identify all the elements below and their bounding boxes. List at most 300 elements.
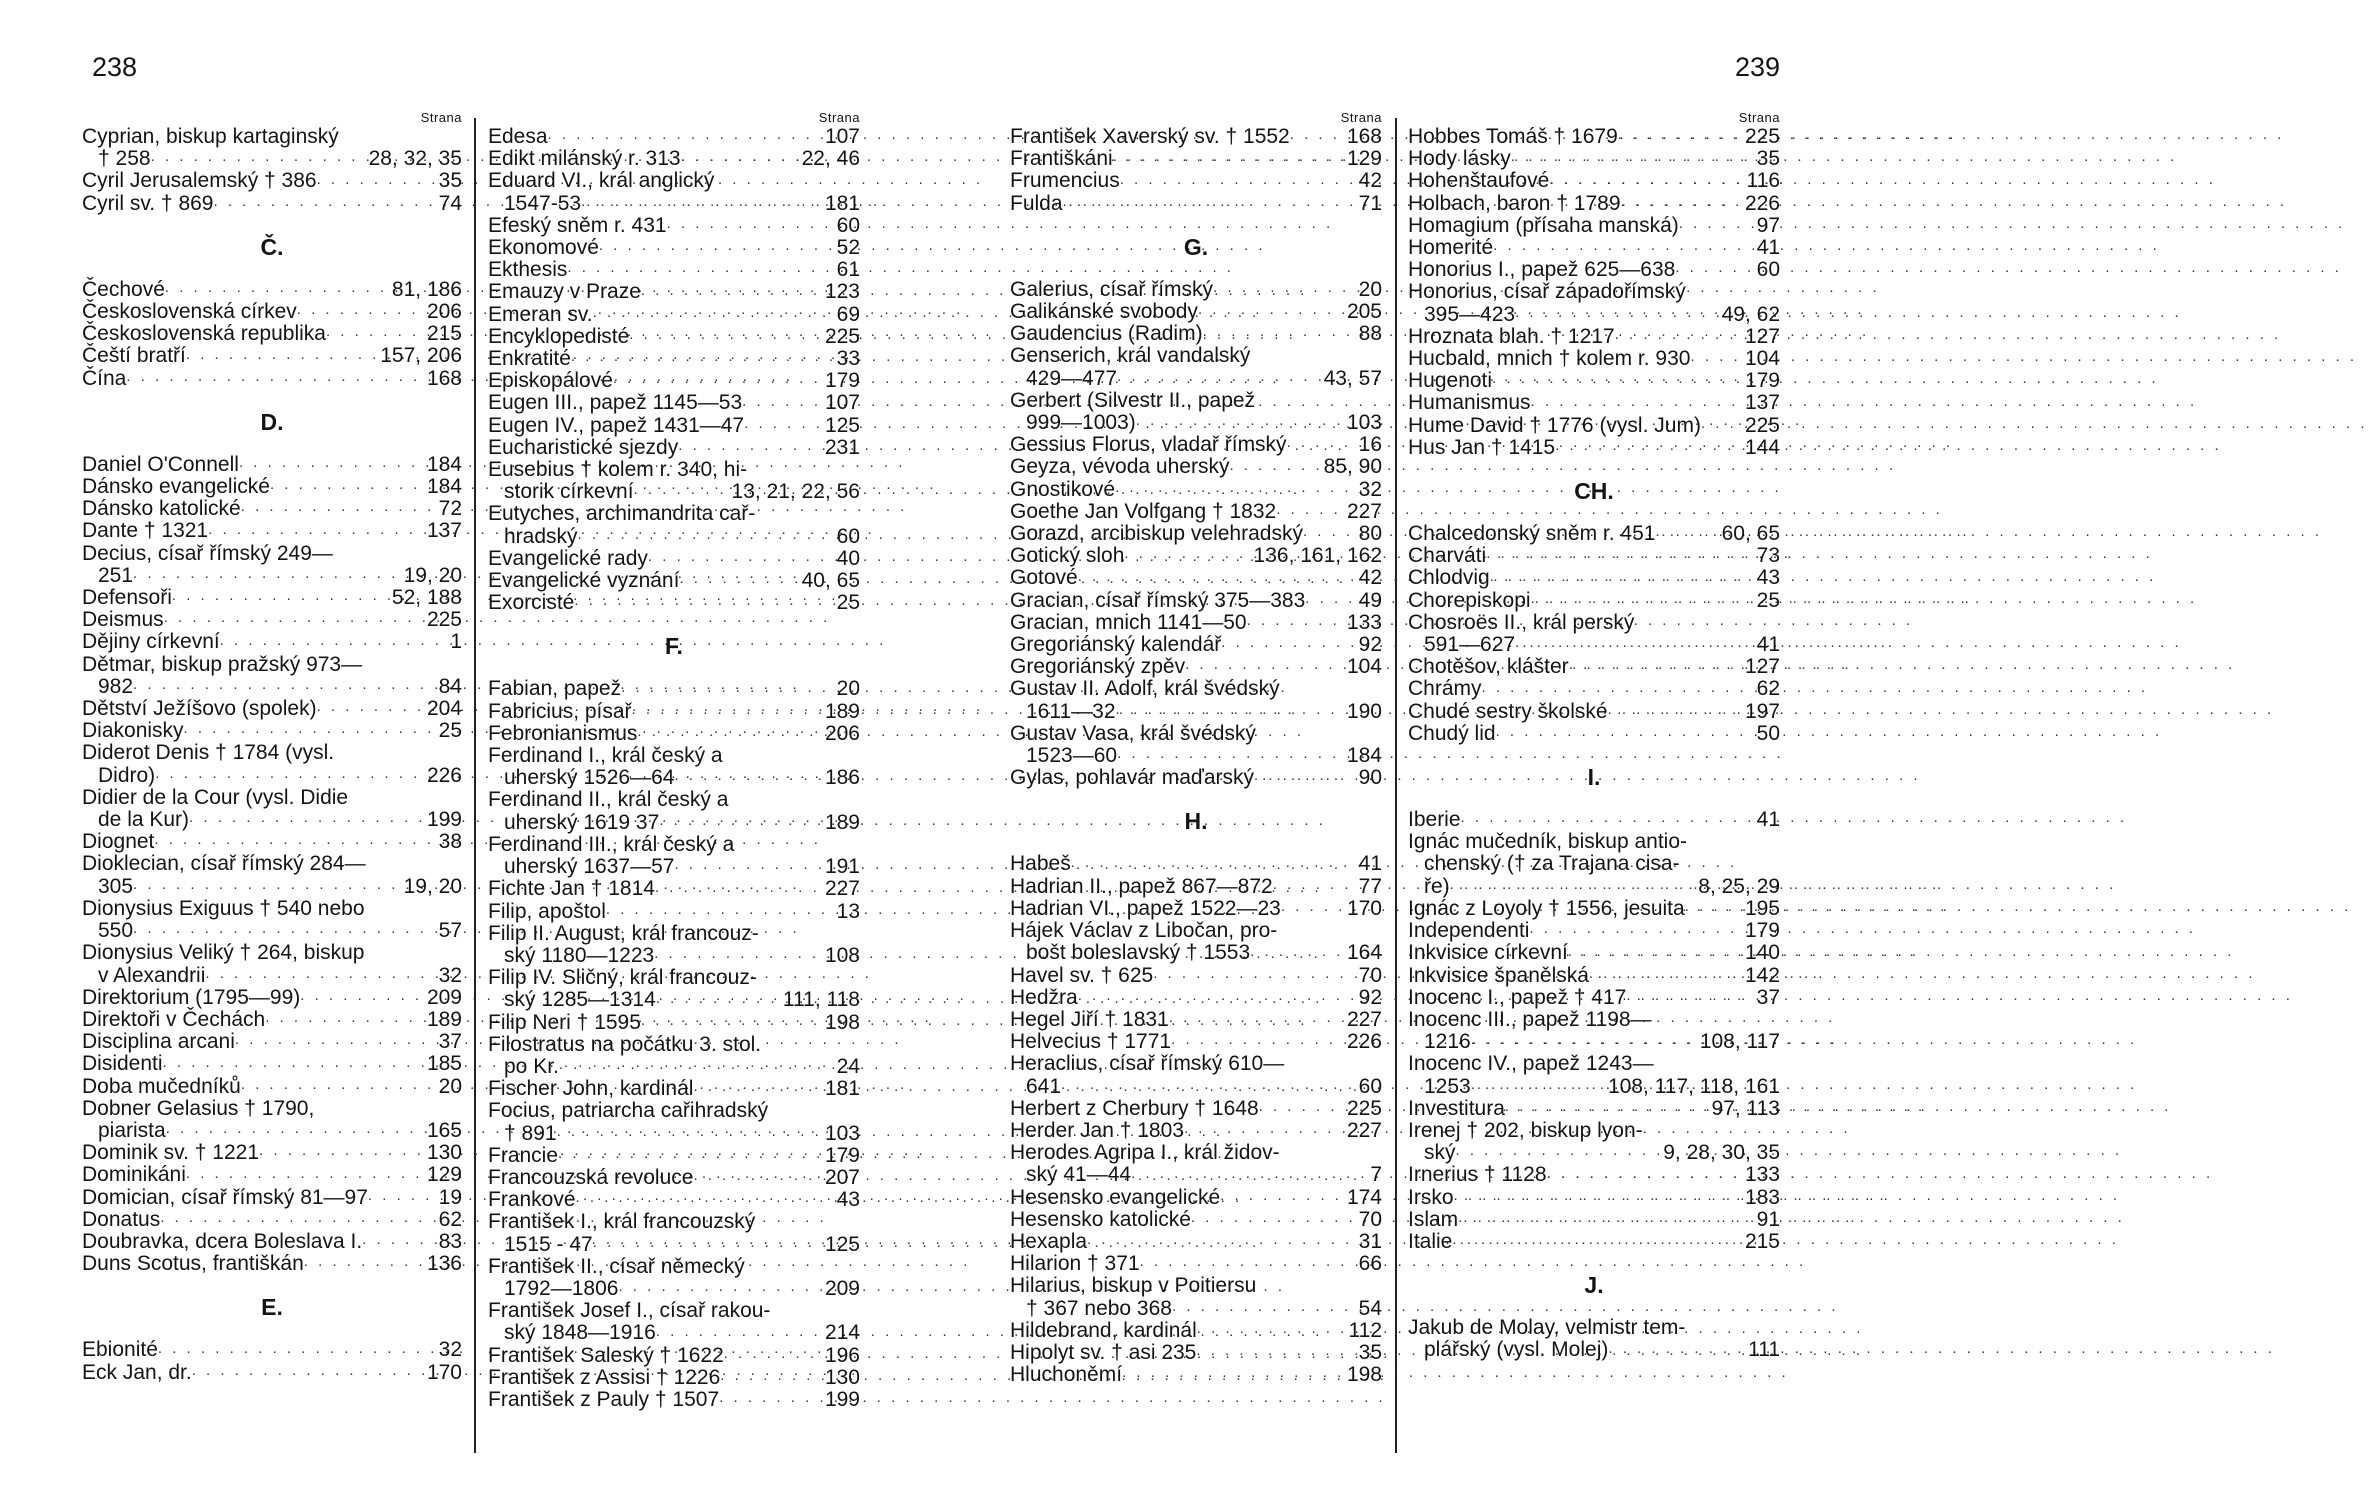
entry-term: Hadrian VI., papež 1522—23: [1010, 896, 1281, 920]
dot-leader: [1626, 987, 1752, 1009]
index-entry: [1408, 831, 1780, 898]
entry-page-refs: 13, 21, 22, 56: [731, 480, 860, 504]
index-entry: [1010, 1120, 1382, 1142]
index-entry: [1408, 942, 1780, 964]
index-entry: [1408, 590, 1780, 612]
entry-page-refs: 9, 28, 30, 35: [1663, 1141, 1780, 1165]
entry-term-continuation: 1515 - 47: [504, 1232, 593, 1256]
index-entry: [1010, 634, 1382, 656]
dot-leader: [678, 437, 821, 459]
entry-term: Čechové: [82, 277, 165, 301]
entry-page-refs: 107: [824, 125, 860, 148]
entry-term: Dětmar, biskup pražský 973—: [82, 652, 363, 676]
index-entry: [1010, 1253, 1382, 1275]
entry-page-refs: 104: [1346, 655, 1382, 679]
entry-term: Charváti: [1408, 544, 1487, 568]
entry-term-continuation: piarista: [98, 1118, 166, 1142]
entry-term: Irnerius † 1128: [1408, 1163, 1547, 1187]
entry-term-continuation: 982: [98, 674, 134, 698]
entry-page-refs: 204: [426, 697, 462, 721]
entry-term: Cyril Jerusalemský † 386: [82, 169, 317, 193]
index-entry: [1408, 567, 1780, 589]
dot-leader: [667, 215, 833, 237]
entry-term: František z Assisi † 1226: [488, 1365, 721, 1389]
entry-term-continuation: de la Kur): [98, 808, 190, 832]
entry-term-continuation: 999—1003): [1026, 411, 1136, 435]
dot-leader: [1078, 987, 1355, 1009]
index-entry: [488, 678, 860, 700]
dot-leader: [1511, 148, 1753, 170]
entry-term: Frumencius: [1010, 169, 1120, 193]
index-entry: [488, 723, 860, 745]
entry-term-continuation: 591—627: [1424, 633, 1516, 657]
entry-term: Chudé sestry školské: [1408, 699, 1608, 723]
index-entry: [1408, 1009, 1780, 1053]
entry-page-refs: 28, 32, 35: [368, 147, 462, 171]
dot-leader: [1116, 701, 1343, 723]
entry-term: Homagium (přísaha manská): [1408, 213, 1679, 237]
entry-page-refs: 189: [426, 1007, 462, 1031]
dot-leader: [548, 126, 821, 148]
entry-term: Inocenc IV., papež 1243—: [1408, 1052, 1654, 1076]
index-entry: [488, 901, 860, 923]
entry-page-refs: 62: [1756, 677, 1780, 701]
entry-page-refs: 20: [1358, 277, 1382, 301]
dot-leader: [192, 1362, 423, 1384]
entry-term: Galikánské svobody: [1010, 300, 1198, 324]
entry-term: Chalcedonský sněm r. 451: [1408, 522, 1656, 546]
entry-page-refs: 207: [824, 1165, 860, 1189]
entry-term: Hexapla: [1010, 1229, 1088, 1253]
entry-page-refs: 35: [438, 169, 462, 193]
index-entry: [488, 148, 860, 170]
index-entry: [488, 789, 860, 833]
dot-leader: [656, 1323, 821, 1345]
entry-page-refs: 196: [824, 1343, 860, 1367]
dot-leader: [300, 987, 423, 1009]
index-entry: [488, 370, 860, 392]
index-entry: [82, 1031, 462, 1053]
dot-leader: [326, 323, 423, 345]
entry-page-refs: 189: [824, 699, 860, 723]
entry-page-refs: 170: [426, 1360, 462, 1384]
entry-page-refs: 185: [426, 1052, 462, 1076]
index-entry: [1010, 1364, 1382, 1386]
entry-term: Hegel Jiří † 1831: [1010, 1007, 1169, 1031]
entry-term: Hus Jan † 1415: [1408, 435, 1556, 459]
entry-term: Gotové: [1010, 566, 1078, 590]
index-entry: [1408, 170, 1780, 192]
index-entry: [488, 392, 860, 414]
entry-page-refs: 8, 25, 29: [1698, 874, 1780, 898]
index-entry: [1010, 965, 1382, 987]
entry-term-continuation: 1792—1806: [504, 1276, 619, 1300]
index-entry: [1010, 898, 1382, 920]
dot-leader: [1250, 943, 1343, 965]
entry-term: Dioklecian, císař římský 284—: [82, 852, 366, 876]
section-letter-heading: D.: [260, 408, 284, 435]
entry-page-refs: 25: [438, 719, 462, 743]
index-entry: [1408, 678, 1780, 700]
entry-page-refs: 16: [1358, 433, 1382, 457]
entry-page-refs: 52: [836, 236, 860, 260]
entry-term: Filostratus na počátku 3. stol.: [488, 1032, 762, 1056]
index-entry: [1010, 148, 1382, 170]
index-entry: [1408, 965, 1780, 987]
dot-leader: [574, 592, 832, 614]
entry-term: Ferdinand III., král český a: [488, 832, 735, 856]
entry-term: Ekthesis: [488, 258, 568, 282]
entry-term: Focius, patriarcha cařihradský: [488, 1099, 769, 1123]
dot-leader: [164, 609, 423, 631]
section-letter-heading: E.: [261, 1294, 283, 1321]
dot-leader: [1456, 1142, 1660, 1164]
entry-term: František Saleský † 1622: [488, 1343, 724, 1367]
entry-page-refs: 133: [1744, 1163, 1780, 1187]
entry-term: Disidenti: [82, 1052, 163, 1076]
entry-term: Emeran sv.: [488, 302, 593, 326]
index-entry: [488, 126, 860, 148]
entry-term-continuation: ský 1180—1223: [504, 943, 655, 967]
dot-leader: [1191, 1209, 1355, 1231]
entry-page-refs: 226: [1346, 1030, 1382, 1054]
entry-term-continuation: ský 41—44: [1026, 1163, 1132, 1187]
index-entry: [1408, 898, 1780, 920]
index-entry: [1408, 1187, 1780, 1209]
dot-leader: [1254, 767, 1355, 789]
index-entry: [488, 548, 860, 570]
index-entry: [1408, 612, 1780, 656]
entry-term-continuation: po Kr.: [504, 1054, 559, 1078]
entry-term: Hilarion † 371: [1010, 1252, 1140, 1276]
entry-term: Holbach, baron † 1789: [1408, 191, 1621, 215]
entry-page-refs: 97: [1756, 213, 1780, 237]
dot-leader: [1608, 701, 1741, 723]
entry-page-refs: 179: [824, 1143, 860, 1167]
index-entry: [488, 1345, 860, 1367]
index-entry: [1010, 1053, 1382, 1097]
index-entry: [82, 631, 462, 653]
entry-term: Gustav Vasa, král švédský: [1010, 721, 1256, 745]
entry-page-refs: 165: [426, 1118, 462, 1142]
index-entry: [1408, 656, 1780, 678]
dot-leader: [1185, 656, 1343, 678]
entry-page-refs: 123: [824, 280, 860, 304]
entry-term: Ebionité: [82, 1338, 158, 1362]
entry-term: Fischer John, kardinál: [488, 1077, 694, 1101]
entry-page-refs: 179: [1744, 369, 1780, 393]
entry-term: Habeš: [1010, 852, 1071, 876]
dot-leader: [1482, 679, 1753, 701]
entry-term: Herodes Agripa I., král židov-: [1010, 1141, 1280, 1165]
entry-term: Iberie: [1408, 808, 1461, 832]
dot-leader: [1515, 634, 1753, 656]
dot-leader: [613, 370, 821, 392]
dot-leader: [189, 809, 423, 831]
section-letter-heading: CH.: [1574, 478, 1614, 505]
entry-page-refs: 225: [426, 608, 462, 632]
dot-leader: [1589, 965, 1741, 987]
entry-term: Gregoriánský zpěv: [1010, 655, 1186, 679]
entry-term: Gessius Florus, vladař římský: [1010, 433, 1287, 457]
index-entry: [1010, 501, 1382, 523]
entry-page-refs: 19: [438, 1185, 462, 1209]
entry-term: Filip Neri † 1595: [488, 1010, 641, 1034]
entry-page-refs: 43: [1756, 566, 1780, 590]
index-entry: [82, 279, 462, 301]
index-entry: [488, 1389, 860, 1411]
entry-page-refs: 137: [1744, 391, 1780, 415]
entry-term: Dánsko katolické: [82, 497, 241, 521]
index-entry: [82, 543, 462, 587]
entry-term-continuation: ský: [1424, 1141, 1456, 1165]
index-entry: [82, 520, 462, 542]
dot-leader: [1290, 126, 1343, 148]
entry-term: Honorius I., papež 625—638: [1408, 258, 1676, 282]
entry-term: Helvecius † 1771: [1010, 1030, 1172, 1054]
entry-term-continuation: bošt boleslavský † 1553: [1026, 941, 1251, 965]
entry-term: Hesensko evangelické: [1010, 1185, 1221, 1209]
dot-leader: [184, 720, 435, 742]
entry-term: Investitura: [1408, 1096, 1505, 1120]
index-entry: [82, 1164, 462, 1186]
entry-term: Eugen III., papež 1145—53: [488, 391, 743, 415]
index-entry: [82, 898, 462, 942]
entry-page-refs: 32: [1358, 477, 1382, 501]
entry-term: Čína: [82, 366, 127, 390]
dot-leader: [1493, 237, 1752, 259]
entry-page-refs: 50: [1756, 721, 1780, 745]
entry-term: Dobner Gelasius † 1790,: [82, 1096, 315, 1120]
index-entry: [488, 170, 860, 214]
index-entry: [1408, 1209, 1780, 1231]
dot-leader: [133, 876, 400, 898]
entry-term: Hugenoti: [1408, 369, 1493, 393]
entry-term: Eusebius † kolem r. 340, hi-: [488, 458, 748, 482]
entry-page-refs: 70: [1358, 963, 1382, 987]
dot-leader: [304, 1253, 423, 1275]
entry-term-continuation: 1253: [1424, 1074, 1471, 1098]
entry-page-refs: 31: [1358, 1229, 1382, 1253]
entry-term: Ignác z Loyoly † 1556, jesuita: [1408, 896, 1685, 920]
dot-leader: [1531, 393, 1741, 415]
dot-leader: [606, 901, 833, 923]
entry-page-refs: 225: [1744, 413, 1780, 437]
dot-leader: [655, 879, 821, 901]
entry-page-refs: 61: [836, 258, 860, 282]
index-entry: [488, 326, 860, 348]
index-entry: [488, 834, 860, 878]
entry-term: Filip II. August, král francouz-: [488, 921, 759, 945]
entry-term: Dějiny církevní: [82, 630, 220, 654]
index-entry: [1408, 437, 1780, 459]
index-entry: [488, 1012, 860, 1034]
entry-term: Francie: [488, 1143, 559, 1167]
entry-term: Independenti: [1408, 919, 1530, 943]
index-entry: [1408, 523, 1780, 545]
entry-term: Dánsko evangelické: [82, 475, 270, 499]
index-entry: [488, 237, 860, 259]
entry-term: František Xaverský sv. † 1552: [1010, 125, 1290, 148]
entry-term: Hedžra: [1010, 985, 1078, 1009]
entry-term: Diderot Denis † 1784 (vysl.: [82, 741, 335, 765]
dot-leader: [1303, 523, 1355, 545]
entry-term-continuation: ský 1285—1314: [504, 988, 656, 1012]
entry-term: Donatus: [82, 1207, 161, 1231]
dot-leader: [220, 632, 447, 654]
entry-page-refs: 13: [836, 899, 860, 923]
entry-term: Havel sv. † 625: [1010, 963, 1154, 987]
dot-leader: [265, 1009, 423, 1031]
entry-term-continuation: 305: [98, 874, 134, 898]
entry-page-refs: 198: [824, 1010, 860, 1034]
entry-page-refs: 183: [1744, 1185, 1780, 1209]
entry-page-refs: 41: [1756, 808, 1780, 832]
index-entry: [488, 304, 860, 326]
index-entry: [82, 987, 462, 1009]
dot-leader: [239, 454, 423, 476]
entry-page-refs: 125: [824, 1232, 860, 1256]
entry-term: Dionysius Exiguus † 540 nebo: [82, 896, 365, 920]
entry-term: Československá církev: [82, 300, 297, 324]
entry-term: Italie: [1408, 1229, 1453, 1253]
index-entry: [488, 348, 860, 370]
entry-page-refs: 92: [1358, 985, 1382, 1009]
entry-term: Eucharistické sjezdy: [488, 435, 679, 459]
section-letter-heading: Č.: [260, 233, 284, 260]
index-entry: [1010, 1098, 1382, 1120]
entry-term: Herder Jan † 1803: [1010, 1118, 1184, 1142]
index-column-3: [1010, 110, 1382, 1460]
dot-leader: [1486, 545, 1752, 567]
dot-leader: [1198, 301, 1343, 323]
index-column-1: [82, 110, 462, 1460]
entry-term: Evangelické rady: [488, 546, 648, 570]
entry-page-refs: 195: [1744, 896, 1780, 920]
index-entry: [1010, 1275, 1382, 1319]
index-entry: [1408, 1098, 1780, 1120]
entry-page-refs: 69: [836, 302, 860, 326]
dot-leader: [1305, 590, 1354, 612]
index-entry: [1408, 326, 1780, 348]
dot-leader: [581, 193, 821, 215]
index-entry: [82, 476, 462, 498]
index-entry: [1010, 876, 1382, 898]
entry-page-refs: 225: [1346, 1096, 1382, 1120]
index-entry: [1408, 193, 1780, 215]
entry-term: Herbert z Cherbury † 1648: [1010, 1096, 1259, 1120]
dot-leader: [1281, 898, 1343, 920]
index-entry: [488, 1300, 860, 1344]
entry-page-refs: 144: [1744, 435, 1780, 459]
section-letter-heading: F.: [665, 633, 683, 660]
entry-term: Gaudencius (Radim): [1010, 322, 1203, 346]
dot-leader: [154, 831, 434, 853]
index-entry: [1408, 281, 1780, 325]
entry-term-continuation: Didro): [98, 763, 156, 787]
entry-term: Fulda: [1010, 191, 1063, 215]
entry-term: Diakonisky: [82, 719, 184, 743]
entry-term: Didier de la Cour (vysl. Didie: [82, 785, 349, 809]
dot-leader: [659, 812, 821, 834]
dot-leader: [235, 1031, 435, 1053]
entry-term: Hesensko katolické: [1010, 1207, 1191, 1231]
section-letter-heading: I.: [1587, 764, 1601, 791]
index-entry: [488, 570, 860, 592]
entry-page-refs: 198: [1346, 1363, 1382, 1387]
dot-leader: [621, 679, 833, 701]
entry-page-refs: 199: [824, 1387, 860, 1411]
index-entry: [1408, 126, 1780, 148]
dot-leader: [693, 1078, 821, 1100]
dot-leader: [270, 476, 423, 498]
dot-leader: [719, 1389, 821, 1411]
index-entry: [82, 454, 462, 476]
dot-leader: [1071, 854, 1355, 876]
index-entry: [1408, 1164, 1780, 1186]
entry-page-refs: 142: [1744, 963, 1780, 987]
entry-page-refs: 90: [1358, 766, 1382, 790]
entry-term: Irsko: [1408, 1185, 1454, 1209]
index-entry: [488, 1189, 860, 1211]
entry-term: Inocenc III., papež 1198—: [1408, 1007, 1652, 1031]
entry-page-refs: 190: [1346, 699, 1382, 723]
dot-leader: [1547, 1165, 1741, 1187]
entry-term: Decius, císař římský 249—: [82, 541, 333, 565]
dot-leader: [1140, 1253, 1355, 1275]
entry-term-continuation: ský 1848—1916: [504, 1321, 656, 1345]
entry-page-refs: 19, 20: [403, 874, 462, 898]
index-entry: [82, 787, 462, 831]
entry-page-refs: 129: [1346, 147, 1382, 171]
entry-term: Edesa: [488, 125, 548, 148]
entry-term: Chotěšov, klášter: [1408, 655, 1569, 679]
index-entry: [1010, 1031, 1382, 1053]
entry-page-refs: 136: [426, 1252, 462, 1276]
entry-term: Diognet: [82, 830, 155, 854]
entry-term: Goethe Jan Volfgang † 1832: [1010, 499, 1277, 523]
entry-page-refs: 60: [836, 524, 860, 548]
dot-leader: [571, 348, 833, 370]
entry-page-refs: 35: [1756, 147, 1780, 171]
index-entry: [1408, 987, 1780, 1009]
entry-term: Gracian, císař římský 375—383: [1010, 588, 1306, 612]
entry-page-refs: 227: [1346, 1007, 1382, 1031]
index-entry: [1408, 1053, 1780, 1097]
dot-leader: [1690, 348, 1740, 370]
dot-leader: [166, 1120, 423, 1142]
dot-leader: [1120, 171, 1355, 193]
index-entry: [82, 1098, 462, 1142]
entry-page-refs: 1: [450, 630, 462, 654]
dot-leader: [1136, 412, 1343, 434]
entry-term: Gustav II. Adolf, král švédský: [1010, 677, 1280, 701]
entry-page-refs: 164: [1346, 941, 1382, 965]
entry-page-refs: 42: [1358, 169, 1382, 193]
entry-term: Jakub de Molay, velmistr tem-: [1408, 1316, 1686, 1340]
dot-leader: [205, 965, 434, 987]
dot-leader: [1153, 965, 1354, 987]
index-entry: [82, 609, 462, 631]
dot-leader: [317, 171, 435, 193]
index-entry: [1408, 259, 1780, 281]
dot-leader: [559, 1056, 833, 1078]
index-entry: [488, 1256, 860, 1300]
dot-leader: [1197, 1320, 1345, 1342]
dot-leader: [632, 701, 821, 723]
dot-leader: [674, 856, 821, 878]
dot-leader: [1452, 1231, 1741, 1253]
